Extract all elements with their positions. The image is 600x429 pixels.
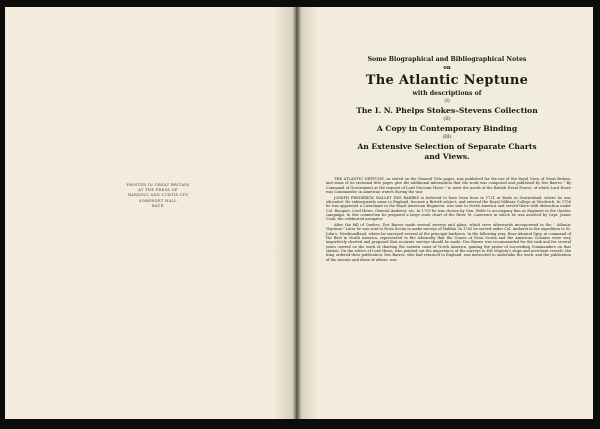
right-page bbox=[301, 7, 593, 419]
imprint-line: BATH bbox=[152, 203, 164, 208]
imprint-line: PRINTED IN GREAT BRITAIN bbox=[126, 183, 190, 187]
imprint-line: SOMERSET HALL bbox=[138, 198, 178, 203]
left-page bbox=[5, 7, 293, 419]
item-number: (I) bbox=[444, 99, 450, 104]
paragraph: After the fall of Quebec, Des Barres made several surveys and plans, which were afterwards incorporated in the " Atlantic Neptune." Later he was sent to Nova Scotia to make surveys of Halifax. In 1762 he served under Col. Amherst in the expedition to St. John's, Newfoundland, where he surveyed several of the principal harbours. In the following year, Rear-Admiral Spry, in command of the fleet in North America, represented to the Admiralty that the Coasts of Nova Scotia and the American Colonies were very imperfectly charted and proposed that accurate surveys should be made. Des Barres was recommended for the task and for several years carried on the work of charting the eastern coast of North America, gaining the praise of succeeding Commanders on that station. On the advice of Lord Howe, who pointed out the importance of the surveys to His Majesty's ships and merchant vessels, the King ordered their publication. Des Barres, who had returned to England, was instructed to undertake the work, and the publication of his surveys and those of others, was bbox=[326, 222, 571, 262]
heading-line: Some Biographical and Bibliographical Notes bbox=[367, 56, 527, 63]
paragraph: THE ATLANTIC NEPTUNE, as stated on the General Title pages, was published for the use of the Royal Navy of Great Britain, and some of its sectional title pages give the additional information that the work was composed and published by Des Barres " By Command of Government at the request of Lord Viscount Howe " to meet the needs of the British Naval Forces, of which Lord Howe was Commander, in American waters during the war. bbox=[326, 177, 571, 195]
heading-on: on bbox=[443, 65, 451, 71]
item-number: (III) bbox=[442, 135, 452, 140]
heading-item: An Extensive Selection of Separate Charts bbox=[357, 142, 537, 151]
title-block bbox=[315, 55, 579, 162]
item-number: (II) bbox=[443, 117, 451, 122]
imprint-line: HARDING AND CURTIS LTD bbox=[127, 193, 189, 198]
paragraph: JOSEPH FREDERICK WALLET DES BARRES is believed to have been born in 1721 at Basle in Switzerland, where he was educated. He subsequently came to England, became a British subject, and entered the Royal Military College at Woolwich. In 1756 he was appointed a Lieutenant in the Royal American Regiment, was sent to North America and served there with distinction under Col. Bouquet, Lord Howe, General Amherst, etc. In 1759 he was chosen by Gen. Wolfe to accompany him as Engineer in the Quebec campaign. In this connection he prepared a large scale chart of the River St. Lawrence in which he was assisted by Capt. James Cook, the celebrated navigator. bbox=[326, 195, 571, 222]
book-gutter bbox=[293, 7, 301, 419]
main-title: The Atlantic Neptune bbox=[365, 73, 529, 88]
heading-item: The I. N. Phelps Stokes–Stevens Collection bbox=[356, 106, 538, 115]
body-text bbox=[326, 177, 571, 263]
heading-with: with descriptions of bbox=[412, 90, 482, 97]
printer-imprint bbox=[103, 183, 213, 209]
imprint-line: AT THE PRESS OF bbox=[138, 188, 178, 193]
heading-item: A Copy in Contemporary Binding bbox=[376, 124, 518, 133]
heading-item: and Views. bbox=[424, 152, 470, 161]
